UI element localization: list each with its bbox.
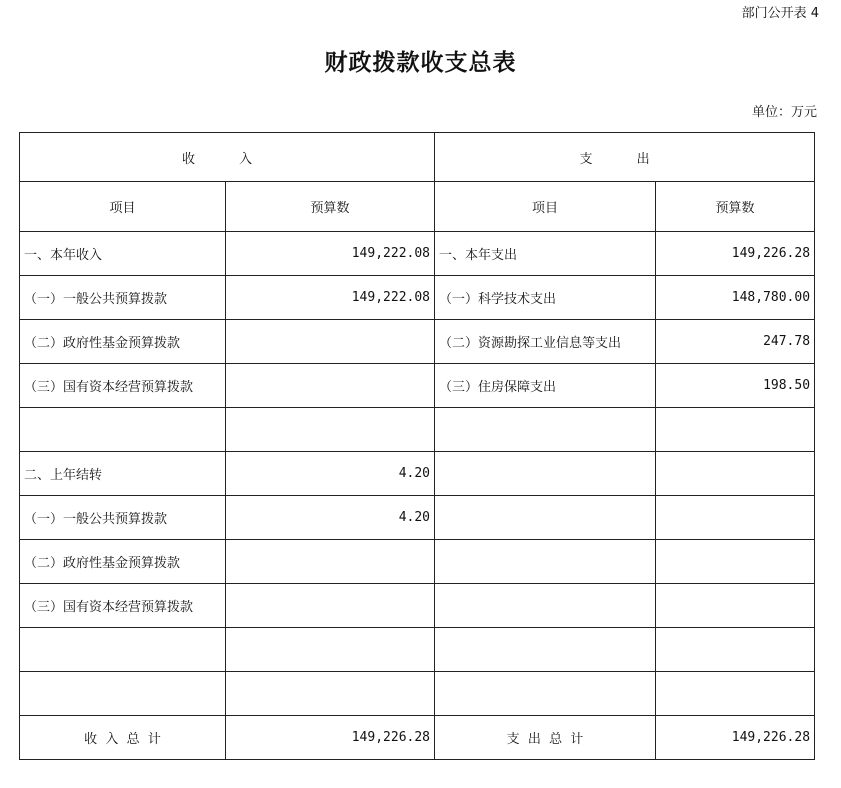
- income-value: [226, 628, 435, 672]
- total-row: [20, 716, 815, 760]
- income-value: 4.20: [226, 496, 435, 540]
- expense-header: 支 出: [435, 133, 815, 182]
- income-item: （一）一般公共预算拨款: [20, 276, 226, 320]
- expense-budget-header: 预算数: [656, 182, 815, 232]
- expense-value: [656, 496, 815, 540]
- income-item: （一）一般公共预算拨款: [20, 496, 226, 540]
- expense-item: [435, 408, 656, 452]
- budget-table: [19, 132, 815, 760]
- table-row: [20, 628, 815, 672]
- table-row: [20, 320, 815, 364]
- income-item: [20, 672, 226, 716]
- expense-item: [435, 672, 656, 716]
- expense-value: 247.78: [656, 320, 815, 364]
- income-value: [226, 408, 435, 452]
- expense-value: [656, 408, 815, 452]
- income-value: [226, 540, 435, 584]
- income-value: 4.20: [226, 452, 435, 496]
- expense-item: [435, 540, 656, 584]
- table-row: [20, 408, 815, 452]
- income-budget-header: 预算数: [226, 182, 435, 232]
- income-value: [226, 584, 435, 628]
- expense-item: 一、本年支出: [435, 232, 656, 276]
- table-number: 部门公开表 4: [741, 6, 819, 21]
- expense-item: [435, 452, 656, 496]
- income-item: [20, 408, 226, 452]
- income-item: （二）政府性基金预算拨款: [20, 320, 226, 364]
- table-row: [20, 232, 815, 276]
- column-header-row: [20, 182, 815, 232]
- table-row: [20, 584, 815, 628]
- unit-label: 单位：万元: [751, 105, 817, 120]
- expense-item: （三）住房保障支出: [435, 364, 656, 408]
- income-item: [20, 628, 226, 672]
- income-value: 149,222.08: [226, 276, 435, 320]
- page-title: 财政拨款收支总表: [324, 50, 517, 76]
- income-value: 149,222.08: [226, 232, 435, 276]
- income-total-label: 收 入 总 计: [20, 716, 226, 760]
- income-item: 二、上年结转: [20, 452, 226, 496]
- expense-total-value: 149,226.28: [656, 716, 815, 760]
- expense-item: [435, 584, 656, 628]
- expense-item: [435, 628, 656, 672]
- table-row: [20, 452, 815, 496]
- section-header-row: [20, 133, 815, 182]
- expense-value: [656, 540, 815, 584]
- expense-item: （一）科学技术支出: [435, 276, 656, 320]
- income-header: 收 入: [20, 133, 435, 182]
- expense-value: 149,226.28: [656, 232, 815, 276]
- table-row: [20, 496, 815, 540]
- income-item: 一、本年收入: [20, 232, 226, 276]
- expense-item: [435, 496, 656, 540]
- expense-value: 198.50: [656, 364, 815, 408]
- expense-value: [656, 672, 815, 716]
- income-total-value: 149,226.28: [226, 716, 435, 760]
- expense-total-label: 支 出 总 计: [435, 716, 656, 760]
- income-value: [226, 364, 435, 408]
- expense-value: 148,780.00: [656, 276, 815, 320]
- income-item-header: 项目: [20, 182, 226, 232]
- expense-item: （二）资源勘探工业信息等支出: [435, 320, 656, 364]
- expense-value: [656, 584, 815, 628]
- income-item: （三）国有资本经营预算拨款: [20, 364, 226, 408]
- income-value: [226, 320, 435, 364]
- income-value: [226, 672, 435, 716]
- expense-value: [656, 628, 815, 672]
- expense-item-header: 项目: [435, 182, 656, 232]
- income-item: （二）政府性基金预算拨款: [20, 540, 226, 584]
- income-item: （三）国有资本经营预算拨款: [20, 584, 226, 628]
- table-row: [20, 672, 815, 716]
- table-row: [20, 276, 815, 320]
- expense-value: [656, 452, 815, 496]
- table-row: [20, 540, 815, 584]
- table-row: [20, 364, 815, 408]
